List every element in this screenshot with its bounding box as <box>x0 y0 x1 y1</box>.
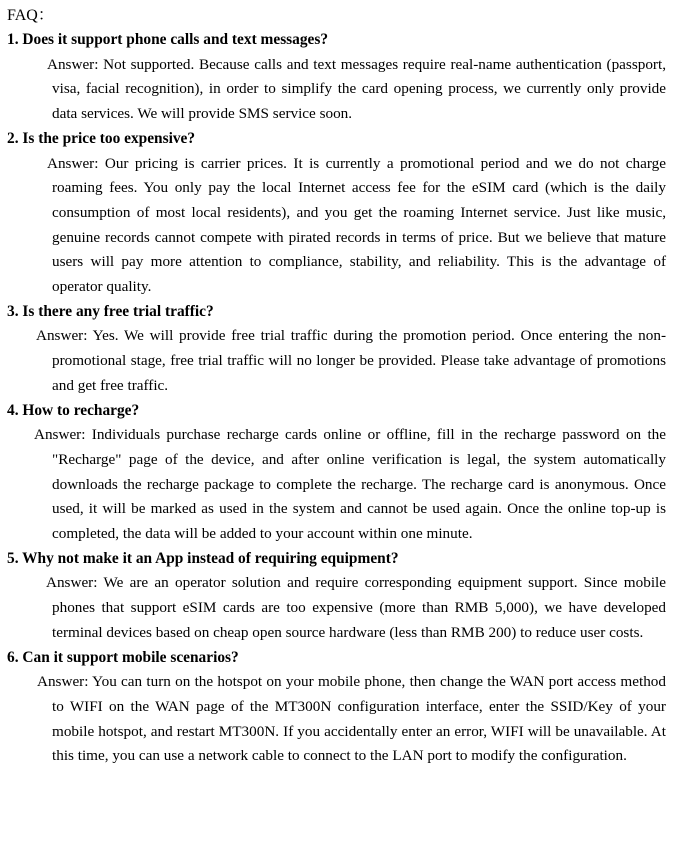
faq-answer: Answer: Not supported. Because calls and text messages require real-name authentication (passport, visa, facial recognition), in order to simplify the card opening process, we currently only provide data services. We will provide SMS service soon. <box>47 55 666 123</box>
faq-answer: Answer: You can turn on the hotspot on your mobile phone, then change the WAN port access method to WIFI on the WAN page of the MT300N configuration interface, enter the SSID/Key of your mobile hotspot, and restart MT300N. If you accidentally enter an error, WIFI will be unavailable. At this time, you can use a network cable to connect to the LAN port to modify the configuration. <box>37 673 666 765</box>
faq-answer: Answer: We are an operator solution and require corresponding equipment support. Since mobile phones that support eSIM cards are too expensive (more than RMB 5,000), we have developed terminal devices based on cheap open source hardware (less than RMB 200) to reduce user costs. <box>46 574 666 641</box>
faq-question: 5. Why not make it an App instead of requiring equipment? <box>7 549 399 567</box>
faq-item <box>7 300 666 399</box>
faq-question: 1. Does it support phone calls and text messages? <box>7 31 329 48</box>
faq-answer: Answer: Our pricing is carrier prices. It is currently a promotional period and we do not charge roaming fees. You only pay the local Internet access fee for the eSIM card (which is the daily consumption of most local residents), and you get the roaming Internet service. Just like music, genuine records cannot compete with pirated records in terms of price. But we believe that mature users will pay more attention to compliance, stability, and reliability. This is the advantage of operator quality. <box>47 154 666 296</box>
faq-item <box>7 28 666 127</box>
faq-question: 3. Is there any free trial traffic? <box>7 302 214 320</box>
faq-question: 4. How to recharge? <box>7 401 140 419</box>
faq-item <box>7 547 666 646</box>
faq-item <box>7 127 666 300</box>
faq-heading: FAQ： <box>7 7 54 24</box>
faq-answer: Answer: Yes. We will provide free trial traffic during the promotion period. Once entering the non-promotional stage, free trial traffic will no longer be provided. Please take advantage of promotions and get free traffic. <box>36 327 666 394</box>
faq-answer: Answer: Individuals purchase recharge cards online or offline, fill in the recharge password on the "Recharge" page of the device, and after online verification is legal, the system automatically downloads the recharge package to complete the recharge. The recharge card is anonymous. Once used, it will be marked as used in the system and cannot be used again. Once the online top-up is completed, the data will be added to your account within one minute. <box>34 426 666 543</box>
faq-question: 6. Can it support mobile scenarios? <box>7 648 239 666</box>
faq-item <box>7 399 666 547</box>
faq-question: 2. Is the price too expensive? <box>7 129 196 147</box>
faq-item <box>7 646 666 770</box>
